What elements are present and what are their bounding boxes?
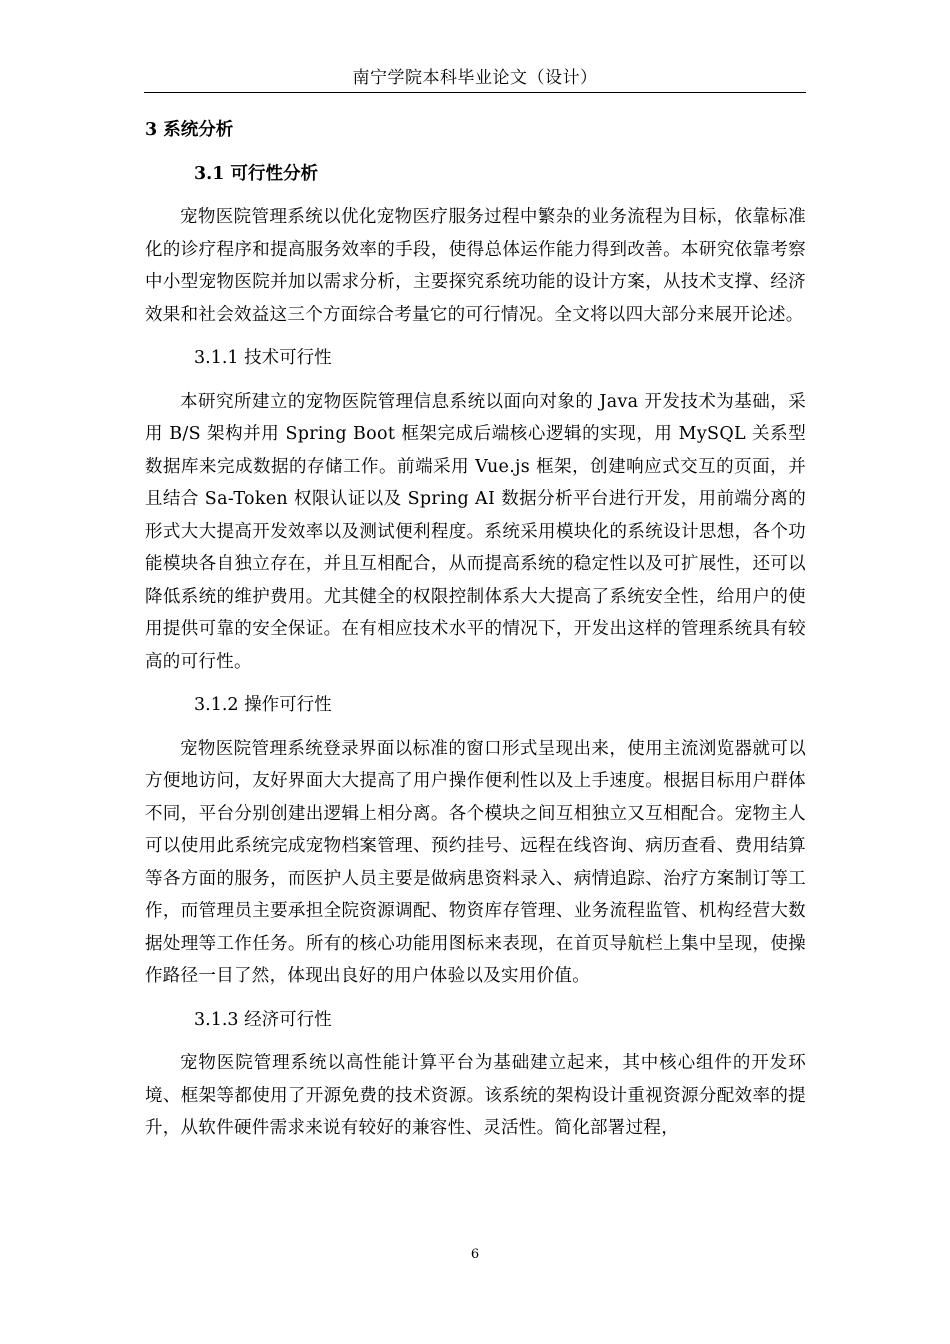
operation-feasibility-paragraph: 宠物医院管理系统登录界面以标准的窗口形式呈现出来，使用主流浏览器就可以方便地访问，友好界面大大提高了用户操作便利性以及上手速度。根据目标用户群体不同，平台分别创建出逻辑上相分离。各个模块之间互相独立又互相配合。宠物主人可以使用此系统完成宠物档案管理、预约挂号、远程在线咨询、病历查看、费用结算等各方面的服务，而医护人员主要是做病患资料录入、病情追踪、治疗方案制订等工作，而管理员主要承担全院资源调配、物资库存管理、业务流程监管、机构经营大数据处理等工作任务。所有的核心功能用图标来表现，在首页导航栏上集中呈现，使操作路径一目了然，体现出良好的用户体验以及实用价值。 [145,738,806,986]
section-heading: 3 系统分析 [145,120,234,140]
economic-feasibility-heading: 3.1.3 经济可行性 [194,1009,332,1030]
running-header: 南宁学院本科毕业论文（设计） [352,68,598,88]
tech-feasibility-heading: 3.1.1 技术可行性 [194,348,332,368]
operation-feasibility-heading: 3.1.2 操作可行性 [194,695,332,715]
page-body [145,114,806,1145]
subsection-heading: 3.1 可行性分析 [194,163,319,184]
tech-feasibility-paragraph: 本研究所建立的宠物医院管理信息系统以面向对象的 Java 开发技术为基础，采用 B/S 架构并用 Spring Boot 框架完成后端核心逻辑的实现，用 MySQL 关系型数据库来完成数据的存储工作。前端采用 Vue.js 框架，创建响应式交互的页面，并且结合 Sa-Token 权限认证以及 Spring AI 数据分析平台进行开发，用前端分离的形式大大提高开发效率以及测试便利程度。系统采用模块化的系统设计思想，各个功能模块各自独立存在，并且互相配合，从而提高系统的稳定性以及可扩展性，还可以降低系统的维护费用。尤其健全的权限控制体系大大提高了系统安全性，给用户的使用提供可靠的安全保证。在有相应技术水平的情况下，开发出这样的管理系统具有较高的可行性。 [145,391,806,672]
intro-paragraph: 宠物医院管理系统以优化宠物医疗服务过程中繁杂的业务流程为目标，依靠标准化的诊疗程序和提高服务效率的手段，使得总体运作能力得到改善。本研究依靠考察中小型宠物医院并加以需求分析，主要探究系统功能的设计方案，从技术支撑、经济效果和社会效益这三个方面综合考量它的可行情况。全文将以四大部分来展开论述。 [145,207,806,325]
economic-feasibility-paragraph: 宠物医院管理系统以高性能计算平台为基础建立起来，其中核心组件的开发环境、框架等都使用了开源免费的技术资源。该系统的架构设计重视资源分配效率的提升，从软件硬件需求来说有较好的兼容性、灵活性。简化部署过程， [145,1053,806,1138]
header-divider [144,92,806,93]
page-number: 6 [470,1247,480,1262]
